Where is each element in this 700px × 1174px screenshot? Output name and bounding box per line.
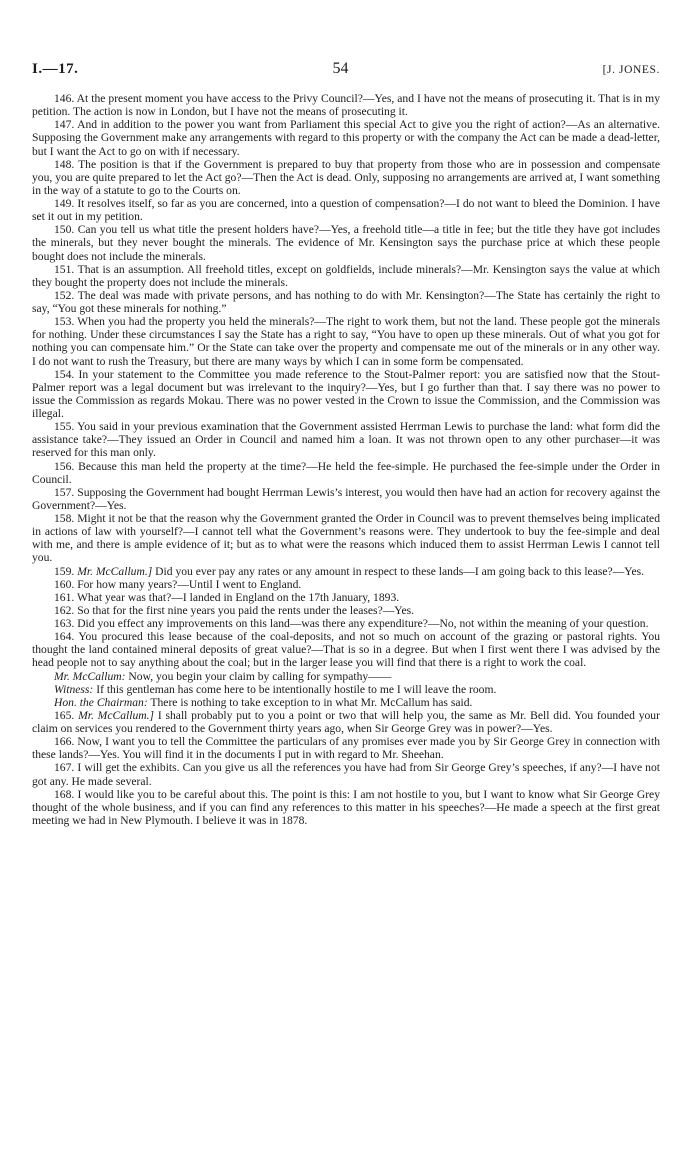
paragraph [32, 263, 660, 289]
paragraph [32, 565, 660, 578]
paragraph-text: 158. Might it not be that the reason why the Government granted the Order in Council was to prevent themselves being implicated in actions of law with yourself?—I cannot tell what the Government’s reasons were. They undertook to buy the fee-simple and deal with me, and there is ample evidence of it; but as to what were the reasons which induced them to assist Herrman Lewis I cannot tell you. [32, 512, 660, 565]
witness-name: [J. JONES. [602, 64, 660, 76]
paragraph [32, 761, 660, 787]
paragraph [32, 420, 660, 459]
paragraph [32, 696, 660, 709]
paragraph-text: I shall probably put to you a point or two that will help you, the same as Mr. Bell did. You founded your claim on services you rendered to the Government thirty years ago, when Sir George Grey was in power?—Yes. [32, 708, 660, 735]
paragraph-text: If this gentleman has come here to be intentionally hostile to me I will leave the room. [96, 682, 497, 696]
paragraph [32, 368, 660, 421]
paragraph [32, 223, 660, 262]
paragraph [32, 591, 660, 604]
question-number: 159. [54, 564, 75, 578]
paragraph-text: 167. I will get the exhibits. Can you give us all the references you have had from Sir George Grey’s speeches, if any?—I have not got any. He made several. [32, 761, 660, 788]
paragraph-text: 163. Did you effect any improvements on this land—was there any expenditure?—No, not within the meaning of your question. [54, 617, 649, 630]
paragraph [32, 683, 660, 696]
question-number: 165. [54, 708, 75, 722]
paragraph [32, 289, 660, 315]
paragraph-text: 164. You procured this lease because of the coal-deposits, and not so much on account of the grazing or pastoral rights. You thought the land contained mineral deposits of great value?—That is so in a degree. But when I first went there I was advised by the head people not to say anything about the coal; but in the larger lease you will find that there is a right to work the coal. [32, 630, 660, 670]
paragraph [32, 92, 660, 118]
paragraph-text: 168. I would like you to be careful about this. The point is this: I am not hostile to you, but I want to know what Sir George Grey thought of the whole business, and if you can find any references to this matter in his speeches?—He made a speech at the first great meeting we had in New Plymouth. I believe it was in 1878. [32, 787, 660, 827]
paragraph [32, 630, 660, 669]
page-header [32, 60, 660, 88]
paper-reference: I.—17. [32, 61, 79, 77]
paragraph [32, 670, 660, 683]
paragraph-text: 156. Because this man held the property at the time?—He held the fee-simple. He purchased the fee-simple under the Order in Council. [32, 459, 660, 486]
paragraph [32, 486, 660, 512]
paragraph-text: 166. Now, I want you to tell the Committee the particulars of any promises ever made you by Sir George Grey in connection with these lands?—Yes. You will find it in the documents I put in with regard to Mr. Sheehan. [32, 735, 660, 762]
paragraph [32, 460, 660, 486]
paragraph-text: 146. At the present moment you have access to the Privy Council?—Yes, and I have not the means of prosecuting it. That is in my petition. The action is now in London, but I have not the means of prosecuting it. [32, 92, 660, 119]
paragraph [32, 735, 660, 761]
paragraph-text: 154. In your statement to the Committee you made reference to the Stout-Palmer report: you are satisfied now that the Stout-Palmer report was a legal document but was irrelevant to the inquiry?—Yes, but I go further than that. I say there was no power to issue the Commission as regards Mokau. There was no power vested in the Crown to issue the Commission, and the Commission was illegal. [32, 367, 660, 420]
speaker-label: Mr. McCallum.] [77, 564, 153, 578]
document-body [32, 92, 660, 827]
paragraph [32, 788, 660, 827]
paragraph [32, 118, 660, 157]
paragraph-text: 152. The deal was made with private persons, and has nothing to do with Mr. Kensington?—The State has certainly the right to say, “You got these minerals for nothing.” [32, 288, 660, 315]
paragraph-text: 150. Can you tell us what title the present holders have?—Yes, a freehold title—a title in fee; but the title they have got includes the minerals, but they never bought the minerals. The evidence of Mr. Kensington says the purchase price at which these people bought does not include the minerals. [32, 223, 660, 263]
paragraph-text: 160. For how many years?—Until I went to England. [54, 577, 302, 591]
paragraph [32, 709, 660, 735]
paragraph-text: 161. What year was that?—I landed in England on the 17th January, 1893. [54, 590, 400, 604]
paragraph-text: There is nothing to take exception to in what Mr. McCallum has said. [150, 695, 473, 709]
paragraph-text: Now, you begin your claim by calling for sympathy—— [128, 669, 392, 683]
paragraph-text: 148. The position is that if the Government is prepared to buy that property from those who are in possession and compensate you, you are quite prepared to let the Act go?—Then the Act is dead. Only, supposing no arrangements are arrived at, I want something in the way of a statute to go to the Courts on. [32, 157, 660, 197]
speaker-label: Witness: [54, 682, 94, 696]
paragraph-text: 147. And in addition to the power you want from Parliament this special Act to give you the right of action?—As an alternative. Supposing the Government make any arrangements with regard to this property or with the company the Act can be made a dead-letter, but I want the Act to go on with if necessary. [32, 118, 660, 158]
paragraph [32, 315, 660, 368]
paragraph-text: 151. That is an assumption. All freehold titles, except on goldfields, include minerals?—Mr. Kensington says the value at which they bought the property does not include the minerals. [32, 262, 660, 289]
paragraph [32, 197, 660, 223]
page-number: 54 [332, 60, 349, 77]
paragraph-text: 149. It resolves itself, so far as you are concerned, into a question of compensation?—I do not want to bleed the Dominion. I have set it out in my petition. [32, 197, 660, 224]
paragraph-text: 155. You said in your previous examination that the Government assisted Herrman Lewis to purchase the land: what form did the assistance take?—They issued an Order in Council and named him a loan. It was not thrown open to any other purchaser—it was reserved for this man only. [32, 420, 660, 460]
paragraph [32, 604, 660, 617]
paragraph [32, 512, 660, 565]
paragraph [32, 158, 660, 197]
paragraph [32, 617, 660, 630]
paragraph [32, 578, 660, 591]
speaker-label: Mr. McCallum: [54, 669, 126, 683]
speaker-label: Mr. McCallum.] [78, 708, 155, 722]
paragraph-text: Did you ever pay any rates or any amount in respect to these lands—I am going back to this lease?—Yes. [155, 564, 645, 578]
paragraph-text: 153. When you had the property you held the minerals?—The right to work them, but not the land. These people got the minerals for nothing. Under these circumstances I say the State has a right to say, “You have to open up these minerals. Out of what you got for nothing you can compensate him.” Or the State can take over the property and compensate me out of the minerals or in any other way. I do not want to rush the Treasury, but there are many ways by which I can in some form be compensated. [32, 315, 660, 368]
paragraph-text: 162. So that for the first nine years you paid the rents under the leases?—Yes. [54, 603, 415, 617]
speaker-label: Hon. the Chairman: [54, 695, 148, 709]
paragraph-text: 157. Supposing the Government had bought Herrman Lewis’s interest, you would then have had an action for recovery against the Government?—Yes. [32, 485, 660, 512]
